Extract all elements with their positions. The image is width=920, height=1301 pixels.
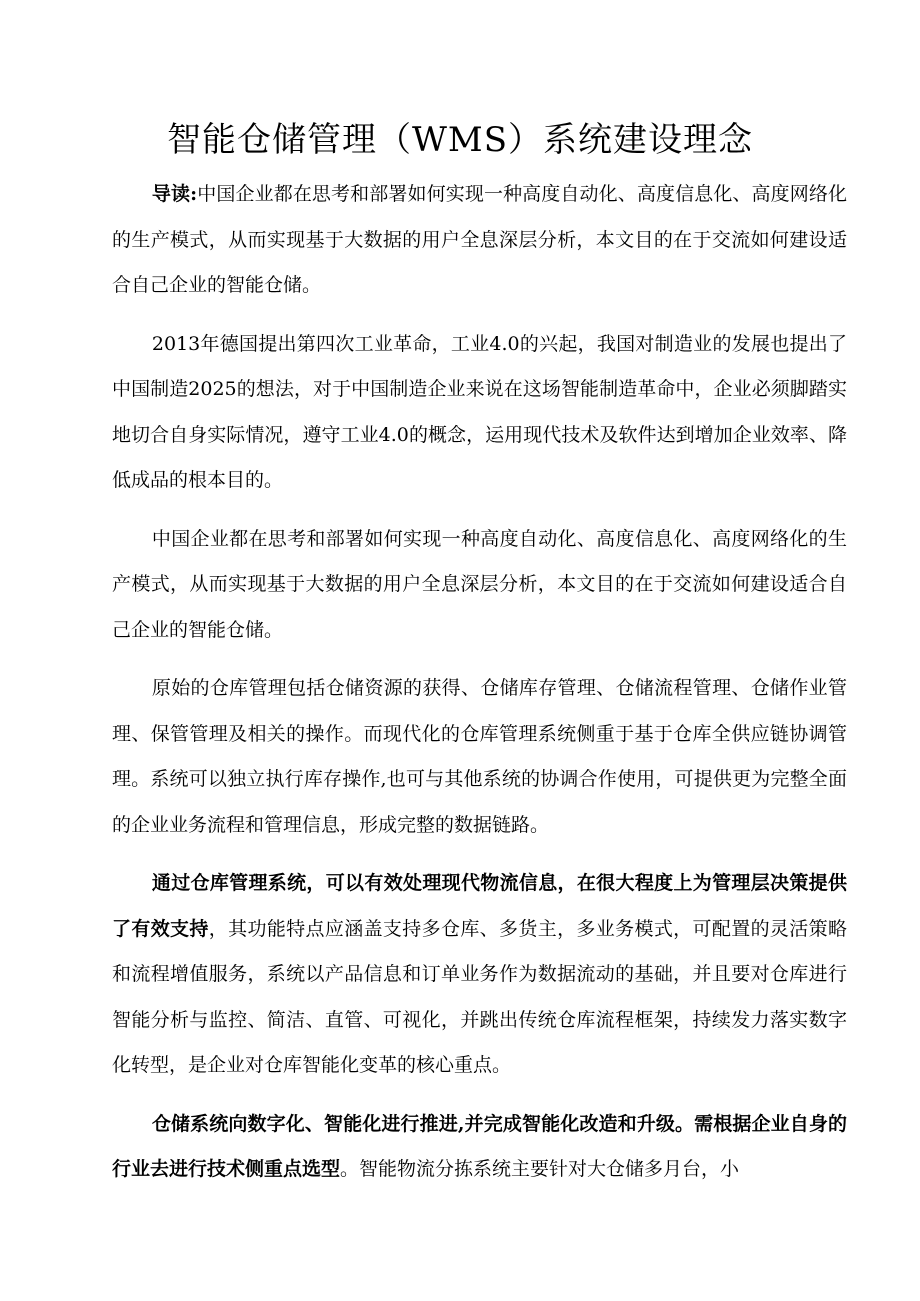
document-body [112, 172, 847, 1206]
document-title: 智能仓储管理（WMS）系统建设理念 [166, 120, 754, 160]
intro-label: 导读: [151, 183, 198, 205]
intro-paragraph [112, 172, 847, 309]
paragraph-wms-features-bold: 通过仓库管理系统，可以有效处理现代物流信息，在很大程度上为管理层决策提供了有效支持 [112, 872, 847, 940]
paragraph-industry-4: 2013年德国提出第四次工业革命，工业4.0的兴起，我国对制造业的发展也提出了中国制造2025的想法，对于中国制造企业来说在这场智能制造革命中，企业必须脚踏实地切合自身实际情况，遵守工业4.0的概念，运用现代技术及软件达到增加企业效率、降低成品的根本目的。 [112, 332, 847, 491]
paragraph-wms-features-text: ，其功能特点应涵盖支持多仓库、多货主，多业务模式，可配置的灵活策略和流程增值服务，系统以产品信息和订单业务作为数据流动的基础，并且要对仓库进行智能分析与监控、简洁、直管、可视化，并跳出传统仓库流程框架，持续发力落实数字化转型，是企业对仓库智能化变革的核心重点。 [112, 917, 847, 1076]
intro-text: 中国企业都在思考和部署如何实现一种高度自动化、高度信息化、高度网络化的生产模式，从而实现基于大数据的用户全息深层分析，本文目的在于交流如何建设适合自己企业的智能仓储。 [112, 183, 847, 296]
paragraph-warehouse-management: 原始的仓库管理包括仓储资源的获得、仓储库存管理、仓储流程管理、仓储作业管理、保管管理及相关的操作。而现代化的仓库管理系统侧重于基于仓库全供应链协调管理。系统可以独立执行库存操作,也可与其他系统的协调合作使用，可提供更为完整全面的企业业务流程和管理信息，形成完整的数据链路。 [112, 677, 847, 836]
paragraph-wms-features [112, 861, 847, 1089]
paragraph-chinese-enterprises: 中国企业都在思考和部署如何实现一种高度自动化、高度信息化、高度网络化的生产模式，从而实现基于大数据的用户全息深层分析，本文目的在于交流如何建设适合自己企业的智能仓储。 [112, 527, 847, 641]
paragraph-digitalization-bold: 仓储系统向数字化、智能化进行推进,并完成智能化改造和升级。需根据企业自身的行业去进行技术侧重点选型 [112, 1112, 847, 1180]
paragraph-digitalization-text: 。智能物流分拣系统主要针对大仓储多月台，小 [340, 1158, 740, 1180]
paragraph-digitalization [112, 1102, 847, 1193]
